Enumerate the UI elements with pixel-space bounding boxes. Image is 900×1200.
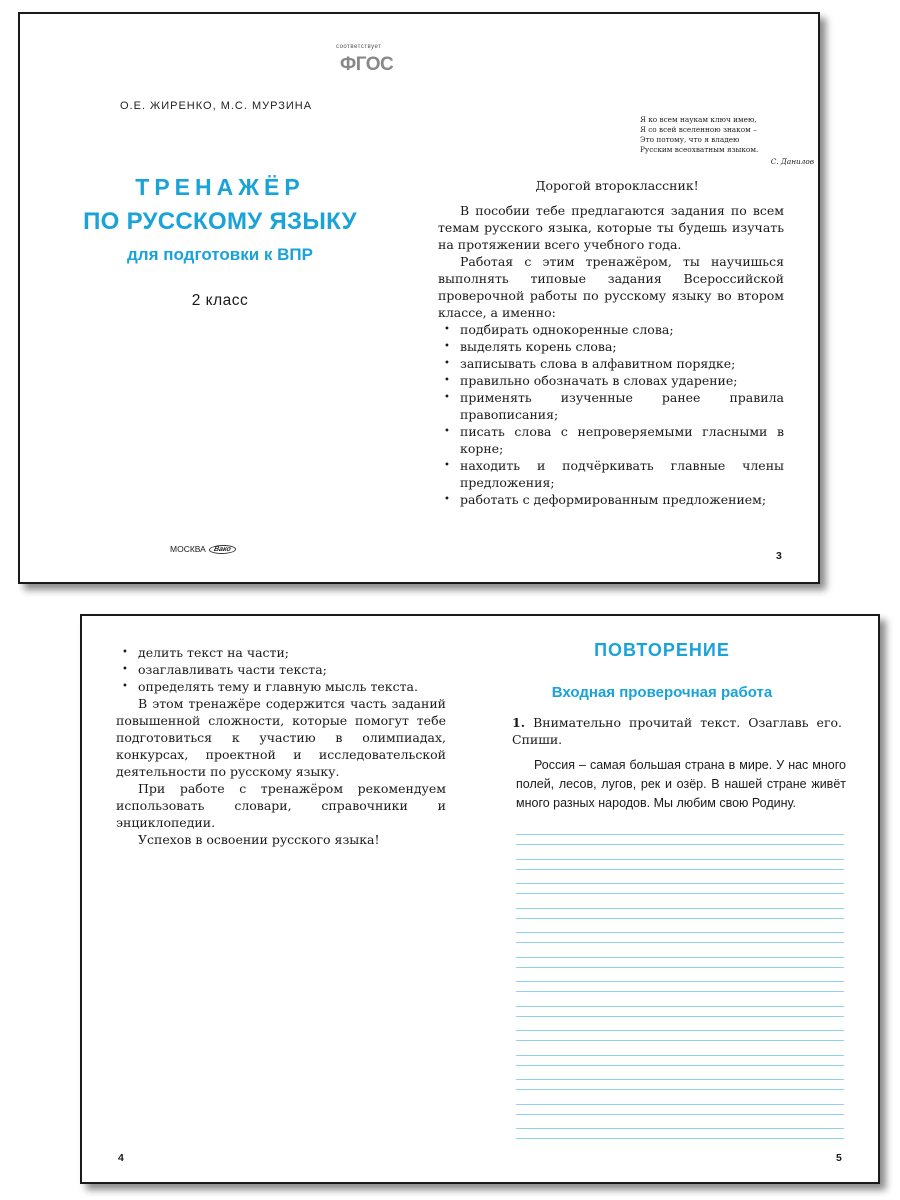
page-number: 4 [118,1152,124,1164]
task-instruction: Внимательно прочитай текст. Озаглавь его. Спиши. [512,715,842,747]
task-number: 1. [512,715,526,730]
book-title-line1: ТРЕНАЖЁР [135,174,305,200]
writing-line [516,918,844,919]
paragraph: В пособии тебе предлагаются задания по всем темам русского языка, которые ты будешь изучать на протяжении всего учебного года. [438,203,784,252]
epigraph-line: Это потому, что я владею [640,135,740,144]
epigraph [640,115,820,155]
writing-line [516,1040,844,1041]
list-item: • писать слова с непроверяемыми гласными в корне; [438,423,784,457]
paragraph: Работая с этим тренажёром, ты научишься выполнять типовые задания Всероссийской проверочной работы по русскому языку во втором классе, а именно: [438,254,784,320]
list-item: • выделять корень слова; [438,338,784,355]
reading-text [516,756,846,813]
publisher-logo: Вако [208,545,237,554]
book-spread-pages-4-5 [80,614,880,1184]
writing-line [516,859,844,860]
book-spread-title [18,12,820,584]
writing-line [516,1079,844,1080]
writing-line [516,834,844,835]
epigraph-author: С. Данилов [770,157,814,166]
city-label: МОСКВА [170,544,206,554]
fgos-badge [336,44,396,80]
writing-line [516,1138,844,1139]
paragraph: Успехов в освоении русского языка! [138,832,380,847]
paragraph: В этом тренажёре содержится часть заданий повышенной сложности, которые помогут тебе подготовиться к участию в олимпиадах, конкурсах, проектной и исследовательской деятельности по русскому языку. [116,696,446,779]
skills-list [438,321,784,508]
skills-list [116,644,446,695]
book-title-line2: ПО РУССКОМУ ЯЗЫКУ [83,208,357,235]
list-item: • правильно обозначать в словах ударение; [438,372,784,389]
list-item: • подбирать однокоренные слова; [438,321,784,338]
writing-line [516,1114,844,1115]
paragraph: При работе с тренажёром рекомендуем использовать словари, справочники и энциклопедии. [116,781,446,830]
epigraph-line: Я со всей вселенною знаком – [640,125,757,134]
writing-line [516,1030,844,1031]
writing-line [516,932,844,933]
writing-line [516,1006,844,1007]
list-item: • записывать слова в алфавитном порядке; [438,355,784,372]
publisher-imprint [170,544,236,554]
paragraph: Россия – самая большая страна в мире. У нас много полей, лесов, лугов, рек и озёр. В нашей стране живёт много разных народов. Мы любим свою Родину. [516,758,846,810]
writing-line [516,1016,844,1017]
writing-line [516,1065,844,1066]
writing-line [516,967,844,968]
writing-line [516,908,844,909]
writing-line [516,844,844,845]
list-item: • определять тему и главную мысль текста. [116,678,446,695]
writing-line [516,883,844,884]
writing-line [516,893,844,894]
fgos-arc-text: соответствует [336,44,382,50]
intro-text-continued [116,644,446,848]
task-1 [512,714,842,748]
subsection-title: Входная проверочная работа [551,684,773,701]
intro-text [438,202,784,508]
writing-line [516,981,844,982]
list-item: • делить текст на части; [116,644,446,661]
greeting: Дорогой второклассник! [535,178,699,193]
grade-label: 2 класс [191,292,249,309]
writing-line [516,942,844,943]
writing-line [516,1089,844,1090]
list-item: • находить и подчёркивать главные члены предложения; [438,457,784,491]
page-number: 3 [776,550,782,562]
list-item: • озаглавливать части текста; [116,661,446,678]
writing-line [516,1055,844,1056]
authors: О.Е. ЖИРЕНКО, М.С. МУРЗИНА [120,100,313,112]
writing-line [516,1104,844,1105]
writing-line [516,869,844,870]
writing-line [516,991,844,992]
fgos-logo: ФГОС [340,54,394,75]
epigraph-line: Русским всеохватным языком. [640,145,759,154]
section-title: ПОВТОРЕНИЕ [594,640,730,660]
writing-line [516,957,844,958]
page-number: 5 [836,1152,842,1164]
epigraph-line: Я ко всем наукам ключ имею, [640,115,757,124]
list-item: • применять изученные ранее правила правописания; [438,389,784,423]
writing-line [516,1128,844,1129]
book-subtitle: для подготовки к ВПР [127,245,313,264]
list-item: • работать с деформированным предложением; [438,491,784,508]
